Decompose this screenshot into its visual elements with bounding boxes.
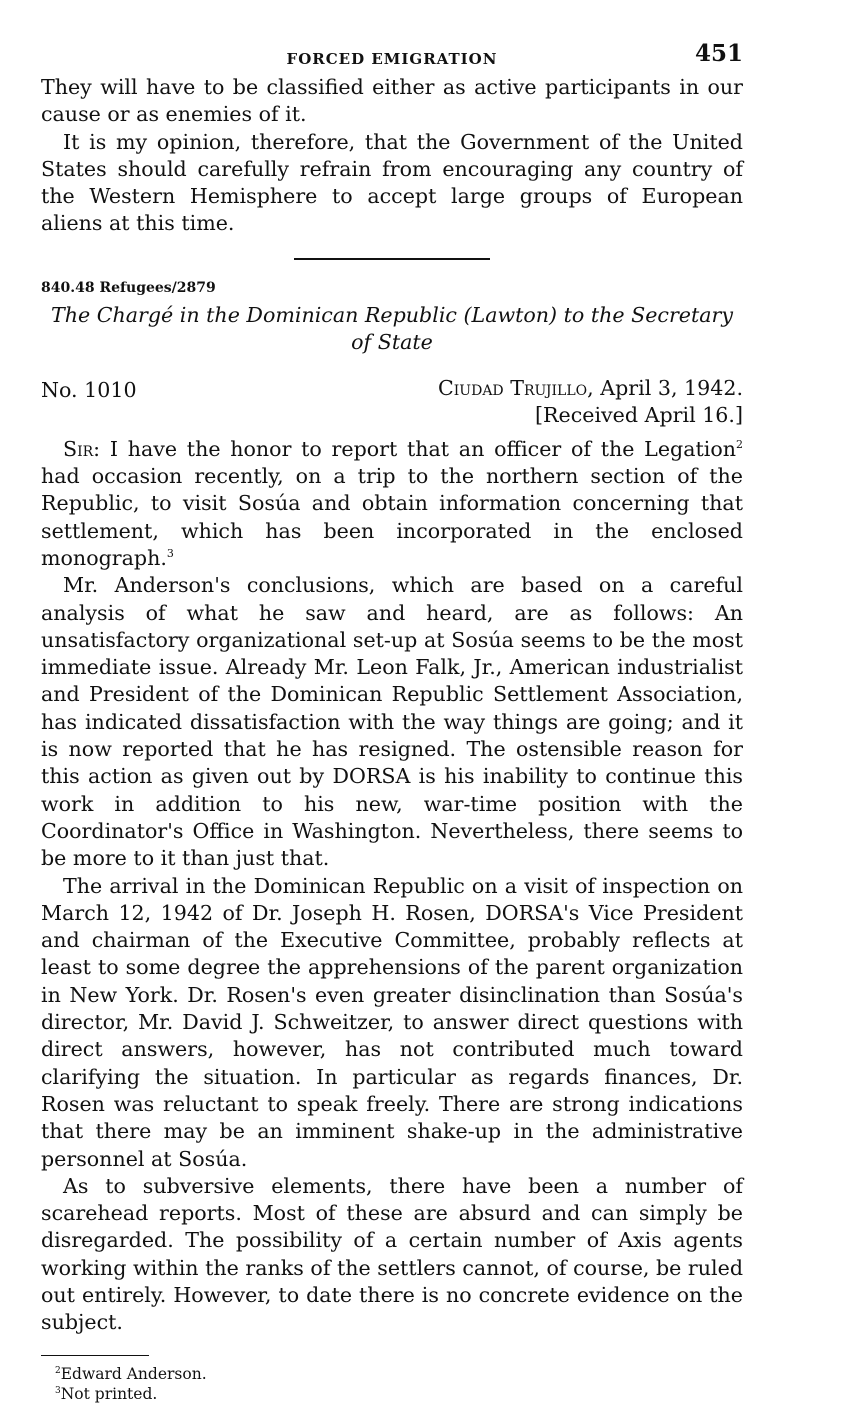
continuation-paragraph-1: They will have to be classified either as active participants in our cause or as enemies of it.: [41, 75, 743, 127]
footnote-marker: 3: [55, 1385, 61, 1396]
page: [41, 40, 743, 1404]
letter-body: [41, 436, 743, 1337]
dateline: [41, 376, 743, 430]
date: April 3, 1942.: [600, 375, 743, 400]
footnote-ref-2: 2: [736, 437, 744, 451]
letter-paragraph-2: Mr. Anderson's conclusions, which are based on a careful analysis of what he saw and heard, are as follows: An unsatisfactory organizational set-up at Sosúa seems to be the most immediate issue. Already Mr. Leon Falk, Jr., American industrialist and President of the Dominican Republic Settlement Association, has indicated dissatisfaction with the way things are going; and it is now reported that he has resigned. The ostensible reason for this action as given out by DORSA is his inability to continue this work in addition to his new, war-time position with the Coordinator's Office in Washington. Nevertheless, there seems to be more to it than just that.: [41, 573, 743, 871]
footnote: [55, 1364, 743, 1384]
footnote-ref-3: 3: [166, 547, 174, 561]
continuation-paragraph-2: It is my opinion, therefore, that the Government of the United States should carefully refrain from encouraging any country of the Western Hemisphere to accept large groups of European aliens at this time.: [41, 129, 743, 236]
letter-paragraph-4: As to subversive elements, there have been a number of scarehead reports. Most of these are absurd and can simply be disregarded. The possibility of a certain number of Axis agents working within the ranks of the settlers cannot, of course, be ruled out entirely. However, to date there is no concrete evidence on the subject.: [41, 1173, 743, 1335]
section-divider: [294, 258, 490, 260]
letter-paragraph-3: The arrival in the Dominican Republic on a visit of inspection on March 12, 1942 of Dr. Joseph H. Rosen, DORSA's Vice President and chairman of the Executive Committee, probably reflects at least to some degree the apprehensions of the parent organization in New York. Dr. Rosen's even greater disinclination than Sosúa's director, Mr. David J. Schweitzer, to answer direct questions with direct answers, however, has not contributed much toward clarifying the situation. In particular as regards finances, Dr. Rosen was reluctant to speak freely. There are strong indications that there may be an imminent shake-up in the administrative personnel at Sosúa.: [41, 873, 743, 1171]
footnote-marker: 2: [55, 1365, 61, 1376]
place-and-date: [438, 376, 743, 400]
paragraph-1-part-a: I have the honor to report that an officer of the Legation: [109, 436, 737, 461]
footnote: [55, 1384, 743, 1404]
footnote-text: Not printed.: [60, 1384, 158, 1403]
place: Ciudad Trujillo,: [438, 375, 594, 400]
letter-paragraph-1: [41, 436, 743, 572]
paragraph-1-part-b: had occasion recently, on a trip to the northern section of the Republic, to visit Sosúa and obtain information concerning that settlement, which has been incorporated in the enclosed monograph.: [41, 464, 743, 570]
document-title: The Chargé in the Dominican Republic (Lawton) to the Secretary of State: [50, 302, 734, 354]
running-header: [41, 40, 743, 74]
page-number: 451: [694, 40, 743, 67]
file-number: 840.48 Refugees/2879: [41, 279, 216, 296]
footnote-text: Edward Anderson.: [60, 1364, 207, 1383]
salutation: Sir:: [63, 436, 101, 461]
footnotes: [41, 1364, 743, 1404]
footnote-divider: [41, 1355, 149, 1356]
document-number: No. 1010: [41, 377, 137, 402]
received-date: [Received April 16.]: [535, 402, 743, 427]
running-title: FORCED EMIGRATION: [286, 50, 498, 68]
